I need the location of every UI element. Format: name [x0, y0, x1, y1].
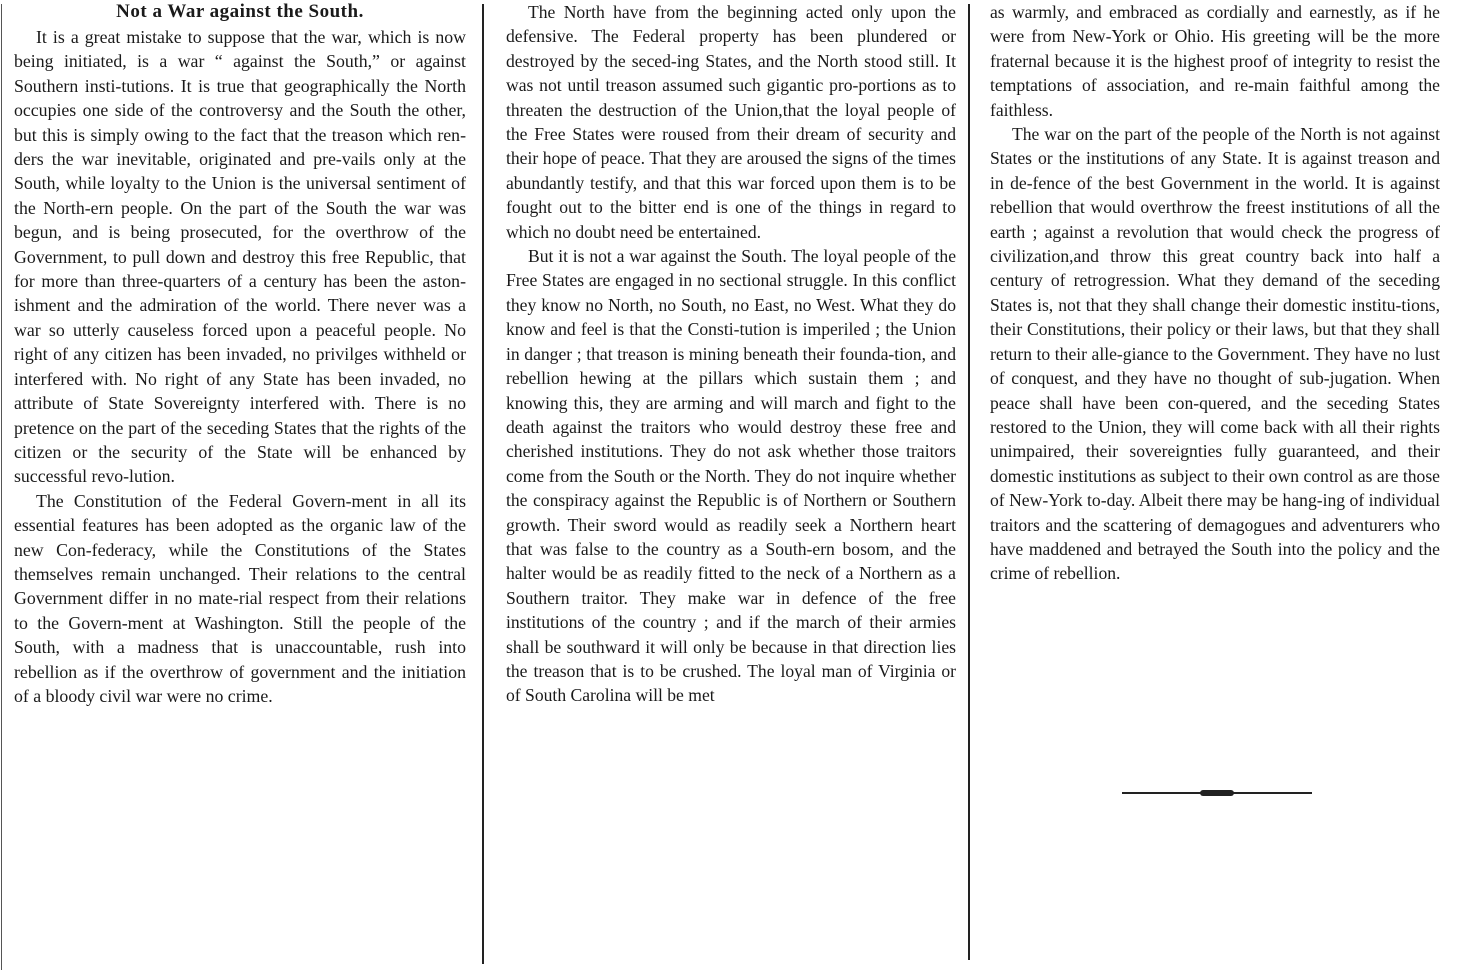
paragraph-4: But it is not a war against the South. The loyal people of the Free States are engaged in no sectional struggle. In this conflict they know no North, no South, no East, no West. What they do know and feel is that the Consti-tution is imperiled ; the Union in danger ; that treason is mining beneath their founda-tion, and rebellion hewing at the pillars which sustain them ; and knowing this, they are arming and will march and fight to the death against the traitors who would destroy these free and cherished institutions. They do not ask whether those traitors come from the South or the North. They do not inquire whether the conspiracy against the Republic is of Northern or Southern growth. Their sword would as readily seek a Northern heart that was false to the country as a South-ern bosom, and the halter would be as readily fitted to the neck of a Northern as a Southern traitor. They make war in defence of the free institutions of the country ; and if the march of their armies shall be southward it will only be because in that direction lies the treason that is to be crushed. The loyal man of Virginia or of South Carolina will be met: [506, 246, 956, 706]
paragraph-1: It is a great mistake to suppose that the war, which is now being initiated, is a war “ against the South,” or against Southern insti-tutions. It is true that geographically the North occupies one side of the controversy and the South the other, but this is simply owing to the fact that the treason which ren-ders the war inevitable, originated and pre-vails only at the South, while loyalty to the Union is the universal sentiment of the North-ern people. On the part of the South the war was begun, and is being prosecuted, for the overthrow of the Government, to pull down and destroy this free Republic, that for more than three-quarters of a century has been the aston-ishment and the admiration of the world. There never was a war so utterly causeless forced upon a peaceful people. No right of any citizen has been invaded, no privilges withheld or interfered with. No right of any State has been invaded, no attribute of State Sovereignty interfered with. There is no pretence on the part of the seceding States that the rights of the citizen or the security of the State will be enhanced by successful revo-lution.: [14, 27, 466, 487]
paragraph-6: The war on the part of the people of the North is not against States or the institutions of any State. It is against treason and in de-fence of the best Government in the world. It is against rebellion that would overthrow the freest institutions of all the earth ; against a revolution that would check the progress of civilization,and throw this great country back into half a century of retrogression. What they demand of the seceding States is, not that they shall change their domestic institu-tions, their Constitutions, their policy or their laws, but that they shall return to their alle-giance to the Government. They have no lust of conquest, and they have no thought of sub-jugation. When peace shall have been con-quered, and the seceding States restored to the Union, they will come back with all their rights unimpaired, their sovereignties fully guaranteed, and their domestic institutions as subject to their own control as are those of New-York to-day. Albeit there may be hang-ing of individual traitors and the scattering of demagogues and adventurers who have maddened and betrayed the South into the policy and the crime of rebellion.: [990, 124, 1440, 584]
page-edge-rule: [1, 4, 2, 970]
end-ornament-rule: [1122, 790, 1312, 796]
paragraph-2: The Constitution of the Federal Govern-ment in all its essential features has been adopted as the organic law of the new Con-federacy, while the Constitutions of the States themselves remain unchanged. Their relations to the central Government differ in no mate-rial respect from their relations to the Govern-ment at Washington. Still the people of the South, with a madness that is unaccountable, rush into rebellion as if the overthrow of government and the initiation of a bloody civil war were no crime.: [14, 490, 466, 706]
column-1: [14, 0, 466, 966]
paragraph-5: as warmly, and embraced as cordially and earnestly, as if he were from New-York or Ohio. His greeting will be the more fraternal because it is the highest proof of integrity to resist the temptations of association, and re-main faithful among the faithless.: [990, 2, 1440, 120]
column-divider-2: [968, 4, 970, 960]
column-3: [990, 0, 1440, 966]
ornament-center: [1200, 790, 1234, 796]
article-headline: Not a War against the South.: [116, 1, 364, 22]
paragraph-3: The North have from the beginning acted only upon the defensive. The Federal property has been plundered or destroyed by the seced-ing States, and the North stood still. It was not until treason assumed such gigantic pro-portions as to threaten the destruction of the Union,that the loyal people of the Free States were roused from their dream of security and their hope of peace. That they are aroused the signs of the times abundantly testify, and that this war forced upon them is to be fought out to the bitter end is one of the things in regard to which no doubt need be entertained.: [506, 2, 956, 242]
column-divider-1: [482, 4, 484, 964]
column-2: [506, 0, 956, 966]
